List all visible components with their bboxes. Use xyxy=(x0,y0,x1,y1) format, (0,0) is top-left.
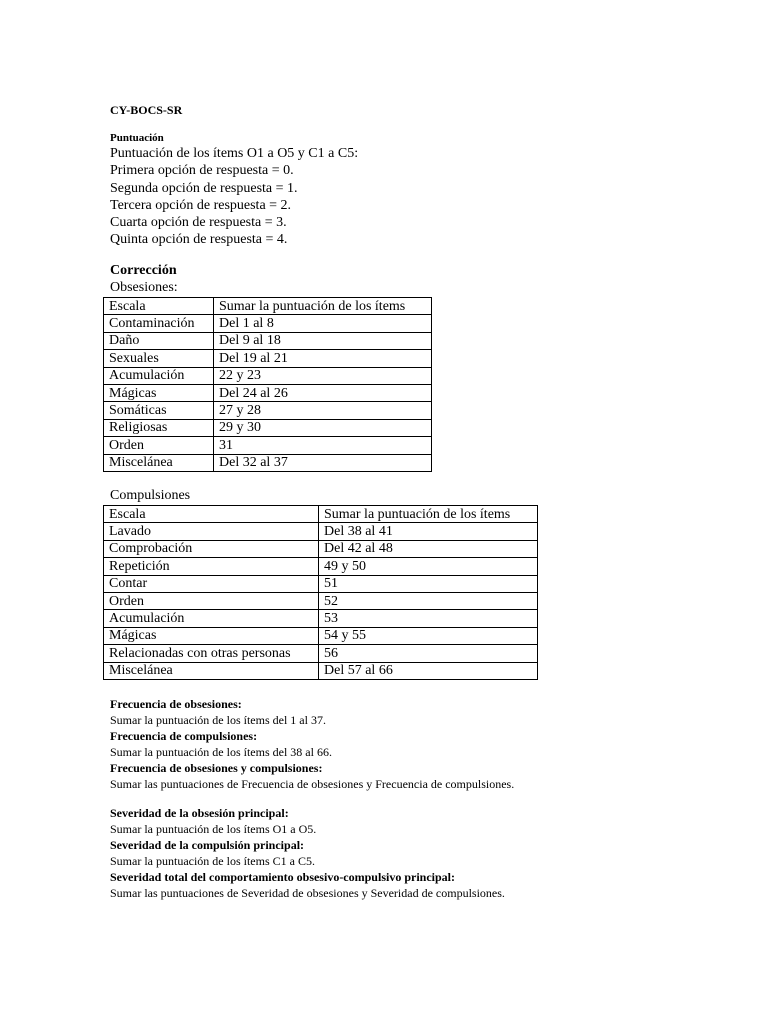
table-cell-items: 56 xyxy=(319,645,538,662)
table-cell-escala: Contaminación xyxy=(104,315,214,332)
severidad-compulsion-text: Sumar la puntuación de los ítems C1 a C5. xyxy=(110,854,315,868)
table-cell-items: Del 19 al 21 xyxy=(214,350,432,367)
table-cell-items: Del 38 al 41 xyxy=(319,523,538,540)
puntuacion-line: Primera opción de respuesta = 0. xyxy=(110,163,294,179)
frecuencia-total-text: Sumar las puntuaciones de Frecuencia de obsesiones y Frecuencia de compulsiones. xyxy=(110,777,515,791)
table-cell-items: 53 xyxy=(319,610,538,627)
table-row xyxy=(104,437,432,454)
table-cell-escala: Daño xyxy=(104,332,214,349)
table-header-row xyxy=(104,298,432,315)
table-cell-items: Del 57 al 66 xyxy=(319,662,538,679)
frecuencia-section xyxy=(110,696,514,792)
table-cell-items: Del 32 al 37 xyxy=(214,454,432,471)
table-row xyxy=(104,402,432,419)
document-title: CY-BOCS-SR xyxy=(110,103,183,117)
severidad-total-heading: Severidad total del comportamiento obsesivo-compulsivo principal: xyxy=(110,870,455,884)
table-row xyxy=(104,454,432,471)
compulsiones-table xyxy=(103,505,538,680)
table-row xyxy=(104,575,538,592)
table-cell-escala: Religiosas xyxy=(104,419,214,436)
puntuacion-line: Segunda opción de respuesta = 1. xyxy=(110,180,298,196)
table-row xyxy=(104,540,538,557)
table-cell-escala: Mágicas xyxy=(104,384,214,401)
table-row xyxy=(104,610,538,627)
puntuacion-line: Quinta opción de respuesta = 4. xyxy=(110,232,288,248)
frecuencia-obsesiones-text: Sumar la puntuación de los ítems del 1 al 37. xyxy=(110,713,326,727)
table-row xyxy=(104,384,432,401)
table-cell-items: 29 y 30 xyxy=(214,419,432,436)
table-cell-escala: Orden xyxy=(104,437,214,454)
correccion-heading: Corrección xyxy=(110,263,177,278)
table-cell-escala: Somáticas xyxy=(104,402,214,419)
table-cell-escala: Repetición xyxy=(104,558,319,575)
compulsiones-label: Compulsiones xyxy=(110,488,191,503)
frecuencia-compulsiones-text: Sumar la puntuación de los ítems del 38 al 66. xyxy=(110,745,332,759)
table-row xyxy=(104,350,432,367)
severidad-section xyxy=(110,805,505,901)
table-header-row xyxy=(104,506,538,523)
puntuacion-heading: Puntuación xyxy=(110,132,164,144)
table-header-cell: Sumar la puntuación de los ítems xyxy=(214,298,432,315)
frecuencia-compulsiones-heading: Frecuencia de compulsiones: xyxy=(110,729,258,743)
table-row xyxy=(104,367,432,384)
table-cell-items: 51 xyxy=(319,575,538,592)
table-cell-escala: Comprobación xyxy=(104,540,319,557)
puntuacion-line: Puntuación de los ítems O1 a O5 y C1 a C5: xyxy=(110,146,359,161)
puntuacion-line: Tercera opción de respuesta = 2. xyxy=(110,197,292,213)
table-row xyxy=(104,645,538,662)
table-cell-items: Del 42 al 48 xyxy=(319,540,538,557)
obsesiones-table xyxy=(103,297,432,472)
puntuacion-lines xyxy=(110,145,358,249)
table-cell-escala: Miscelánea xyxy=(104,662,319,679)
severidad-obsesion-text: Sumar la puntuación de los ítems O1 a O5. xyxy=(110,822,317,836)
table-row xyxy=(104,662,538,679)
table-cell-escala: Relacionadas con otras personas xyxy=(104,645,319,662)
table-row xyxy=(104,627,538,644)
table-row xyxy=(104,592,538,609)
table-cell-items: Del 9 al 18 xyxy=(214,332,432,349)
table-cell-items: 27 y 28 xyxy=(214,402,432,419)
severidad-total-text: Sumar las puntuaciones de Severidad de obsesiones y Severidad de compulsiones. xyxy=(110,886,505,900)
table-header-cell: Escala xyxy=(104,298,214,315)
table-row xyxy=(104,558,538,575)
table-row xyxy=(104,523,538,540)
table-cell-items: 52 xyxy=(319,592,538,609)
severidad-obsesion-heading: Severidad de la obsesión principal: xyxy=(110,806,289,820)
table-cell-escala: Mágicas xyxy=(104,627,319,644)
puntuacion-line: Cuarta opción de respuesta = 3. xyxy=(110,215,287,231)
table-cell-items: 54 y 55 xyxy=(319,627,538,644)
table-cell-items: Del 24 al 26 xyxy=(214,384,432,401)
table-cell-escala: Orden xyxy=(104,592,319,609)
table-cell-escala: Lavado xyxy=(104,523,319,540)
frecuencia-total-heading: Frecuencia de obsesiones y compulsiones: xyxy=(110,761,323,775)
table-row xyxy=(104,332,432,349)
table-cell-escala: Sexuales xyxy=(104,350,214,367)
table-cell-escala: Acumulación xyxy=(104,367,214,384)
frecuencia-obsesiones-heading: Frecuencia de obsesiones: xyxy=(110,697,242,711)
table-header-cell: Escala xyxy=(104,506,319,523)
table-cell-escala: Contar xyxy=(104,575,319,592)
table-row xyxy=(104,419,432,436)
table-cell-escala: Miscelánea xyxy=(104,454,214,471)
table-cell-items: 22 y 23 xyxy=(214,367,432,384)
table-cell-items: 31 xyxy=(214,437,432,454)
table-cell-escala: Acumulación xyxy=(104,610,319,627)
table-header-cell: Sumar la puntuación de los ítems xyxy=(319,506,538,523)
obsesiones-label: Obsesiones: xyxy=(110,280,178,295)
table-cell-items: 49 y 50 xyxy=(319,558,538,575)
table-cell-items: Del 1 al 8 xyxy=(214,315,432,332)
table-row xyxy=(104,315,432,332)
severidad-compulsion-heading: Severidad de la compulsión principal: xyxy=(110,838,305,852)
